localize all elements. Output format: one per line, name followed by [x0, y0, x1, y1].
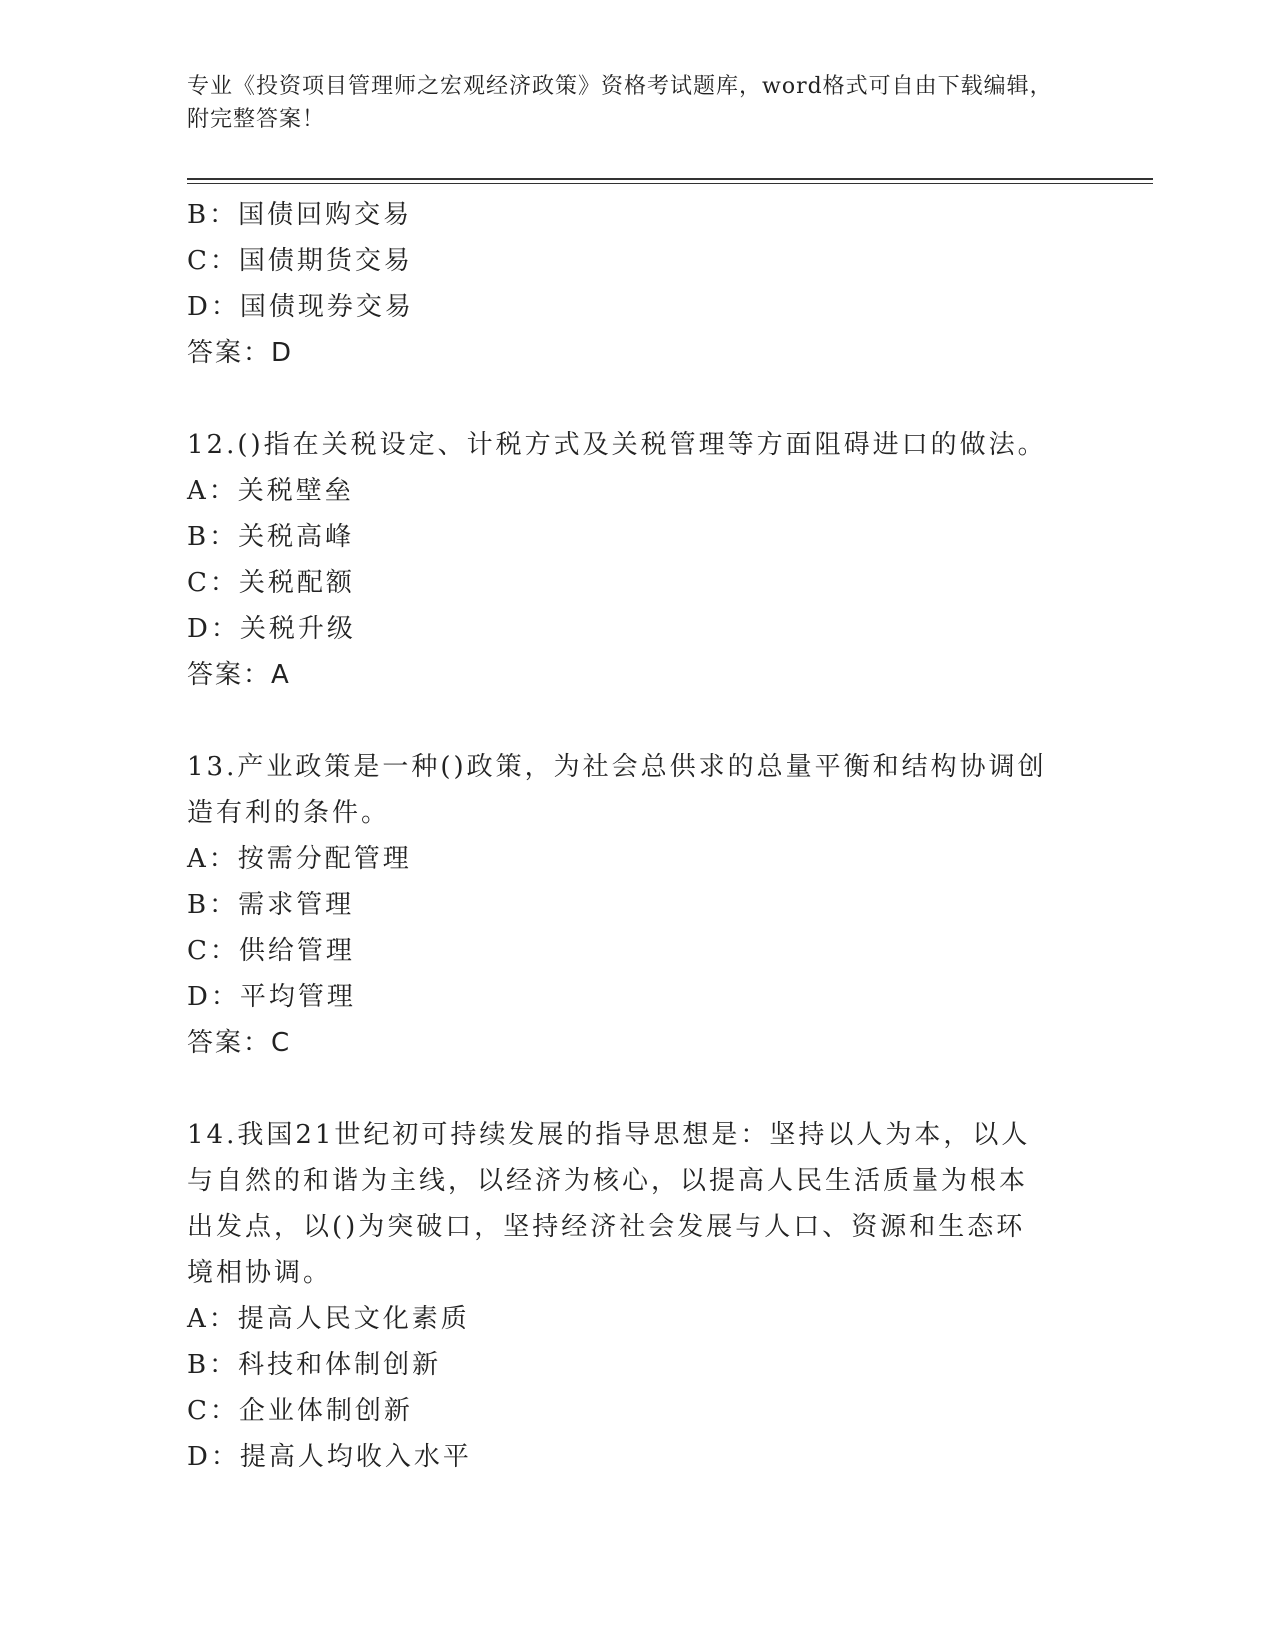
question-11: [187, 192, 1087, 376]
option-a: A：提高人民文化素质: [187, 1304, 470, 1334]
option-c: C：关税配额: [187, 568, 355, 598]
option-c: C：国债期货交易: [187, 246, 413, 276]
header-divider-thin: [187, 183, 1153, 184]
option-b: B：科技和体制创新: [187, 1350, 442, 1380]
question-stem: 13.产业政策是一种()政策，为社会总供求的总量平衡和结构协调创造有利的条件。: [187, 752, 1047, 828]
option-b: B：需求管理: [187, 890, 355, 920]
answer: 答案：C: [187, 1028, 292, 1058]
answer: 答案：D: [187, 338, 294, 368]
question-stem: 12.()指在关税设定、计税方式及关税管理等方面阻碍进口的做法。: [187, 430, 1047, 460]
answer: 答案：A: [187, 660, 291, 690]
header-divider: [187, 178, 1153, 180]
option-c: C：供给管理: [187, 936, 355, 966]
spacer: [187, 376, 1087, 422]
question-14: [187, 1112, 1087, 1480]
option-c: C：企业体制创新: [187, 1396, 413, 1426]
question-12: [187, 422, 1087, 698]
question-13: [187, 744, 1087, 1066]
option-d: D：国债现券交易: [187, 292, 414, 322]
option-a: A：关税壁垒: [187, 476, 354, 506]
option-a: A：按需分配管理: [187, 844, 412, 874]
question-stem: 14.我国21世纪初可持续发展的指导思想是：坚持以人为本，以人与自然的和谐为主线，以经济为核心，以提高人民生活质量为根本出发点，以()为突破口，坚持经济社会发展与人口、资源和生态环境相协调。: [187, 1120, 1031, 1288]
option-b: B：国债回购交易: [187, 200, 413, 230]
option-d: D：提高人均收入水平: [187, 1442, 472, 1472]
spacer: [187, 1066, 1087, 1112]
option-b: B：关税高峰: [187, 522, 355, 552]
document-header: 专业《投资项目管理师之宏观经济政策》资格考试题库，word格式可自由下载编辑，附完整答案！: [187, 74, 1053, 132]
question-list: [187, 192, 1087, 1480]
option-d: D：平均管理: [187, 982, 356, 1012]
spacer: [187, 698, 1087, 744]
option-d: D：关税升级: [187, 614, 356, 644]
